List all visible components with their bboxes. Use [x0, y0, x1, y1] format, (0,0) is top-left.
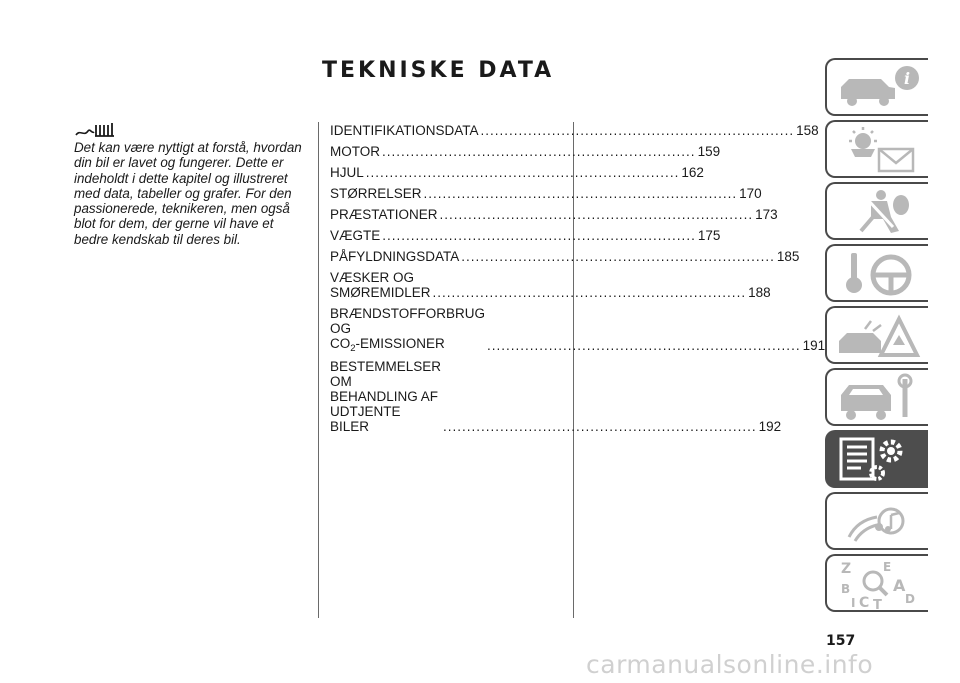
- toc-entry-label-subscript: 2: [350, 343, 356, 354]
- intro-paragraph: Det kan være nyttigt at forstå, hvordan din bil er lavet og fungerer. Dette er indeholdt i dette kapitel og illustreret med data, tabeller og grafer. For den passionerede, teknikeren, men også blot for dem, der gerne vil have et bedre kendskab til deres bil.: [74, 140, 302, 247]
- toc-entry-label: [330, 306, 485, 353]
- svg-text:A: A: [893, 576, 906, 595]
- tab-technical-data[interactable]: [825, 430, 928, 488]
- warning-lights-message-icon: [835, 125, 923, 175]
- toc-entry[interactable]: [330, 186, 762, 201]
- column-divider-left: [318, 122, 319, 618]
- toc-entry-label-rest: -EMISSIONER: [355, 336, 445, 351]
- tab-index[interactable]: [825, 554, 928, 612]
- dot-leader: ..................................................................: [382, 228, 696, 243]
- svg-text:Z: Z: [841, 561, 852, 577]
- passion-hand-icon: [74, 121, 120, 141]
- key-steering-wheel-icon: [835, 249, 923, 299]
- dot-leader: ..................................................................: [443, 419, 757, 434]
- dot-leader: ..................................................................: [382, 144, 696, 159]
- multimedia-icon: [835, 497, 923, 547]
- car-maintenance-icon: [835, 373, 923, 423]
- svg-text:I: I: [851, 596, 856, 610]
- svg-text:D: D: [905, 592, 915, 606]
- svg-text:E: E: [883, 560, 892, 574]
- toc-entry[interactable]: [330, 165, 704, 180]
- alphabetical-index-icon: [835, 559, 923, 613]
- toc-entry-page: 185: [776, 249, 800, 264]
- tab-car-info[interactable]: [825, 58, 928, 116]
- dot-leader: ..................................................................: [480, 123, 795, 138]
- tab-multimedia[interactable]: [825, 492, 928, 550]
- toc-entry[interactable]: [330, 270, 771, 300]
- dot-leader: ..................................................................: [365, 165, 680, 180]
- dot-leader: ..................................................................: [487, 338, 801, 353]
- toc-entry-page: 170: [739, 186, 762, 201]
- table-of-contents: [330, 123, 826, 440]
- tab-safety[interactable]: [825, 182, 928, 240]
- toc-entry[interactable]: [330, 359, 782, 434]
- toc-entry-page: 158: [796, 123, 819, 138]
- toc-entry-page: 191: [802, 338, 826, 353]
- toc-entry-page: 162: [681, 165, 704, 180]
- toc-entry-label: VÆGTE: [330, 228, 381, 243]
- toc-entry-page: 188: [748, 285, 771, 300]
- toc-entry[interactable]: [330, 144, 721, 159]
- dot-leader: ..................................................................: [432, 285, 747, 300]
- toc-entry-page: 175: [697, 228, 721, 243]
- toc-entry[interactable]: [330, 228, 721, 243]
- tab-emergency[interactable]: [825, 306, 928, 364]
- tab-maintenance[interactable]: [825, 368, 928, 426]
- svg-text:B: B: [841, 582, 851, 596]
- svg-text:T: T: [873, 598, 882, 613]
- toc-entry[interactable]: [330, 123, 819, 138]
- technical-data-gears-icon: [835, 435, 923, 485]
- toc-entry-page: 159: [697, 144, 721, 159]
- svg-text:C: C: [859, 595, 870, 611]
- toc-entry-label: BESTEMMELSER OM BEHANDLING AF UDTJENTE BILER: [330, 359, 442, 434]
- dot-leader: ..................................................................: [461, 249, 775, 264]
- toc-entry-label: VÆSKER OG SMØREMIDLER: [330, 270, 431, 300]
- toc-entry[interactable]: [330, 207, 778, 222]
- toc-entry-label: PRÆSTATIONER: [330, 207, 438, 222]
- toc-entry-label: MOTOR: [330, 144, 380, 159]
- tab-warning-lights[interactable]: [825, 120, 928, 178]
- toc-entry-page: 192: [758, 419, 782, 434]
- toc-entry-label-co: CO: [330, 336, 351, 351]
- watermark[interactable]: carmanualsonline.info: [586, 650, 874, 679]
- breakdown-warning-icon: [835, 311, 923, 361]
- toc-entry[interactable]: [330, 249, 800, 264]
- toc-entry[interactable]: [330, 306, 826, 354]
- toc-entry-label: STØRRELSER: [330, 186, 422, 201]
- svg-text:i: i: [904, 69, 911, 88]
- dot-leader: ..................................................................: [423, 186, 738, 201]
- dot-leader: ..................................................................: [439, 207, 754, 222]
- toc-entry-label: IDENTIFIKATIONSDATA: [330, 123, 479, 138]
- toc-entry-label-line: BRÆNDSTOFFORBRUG OG: [330, 306, 486, 336]
- page-title: TEKNISKE DATA: [322, 58, 555, 83]
- toc-entry-page: 173: [755, 207, 778, 222]
- toc-entry-label: HJUL: [330, 165, 364, 180]
- airbag-seatbelt-icon: [835, 187, 923, 237]
- tab-starting-driving[interactable]: [825, 244, 928, 302]
- toc-entry-label: PÅFYLDNINGSDATA: [330, 249, 460, 264]
- car-info-icon: [835, 63, 923, 113]
- page-number: 157: [826, 633, 856, 649]
